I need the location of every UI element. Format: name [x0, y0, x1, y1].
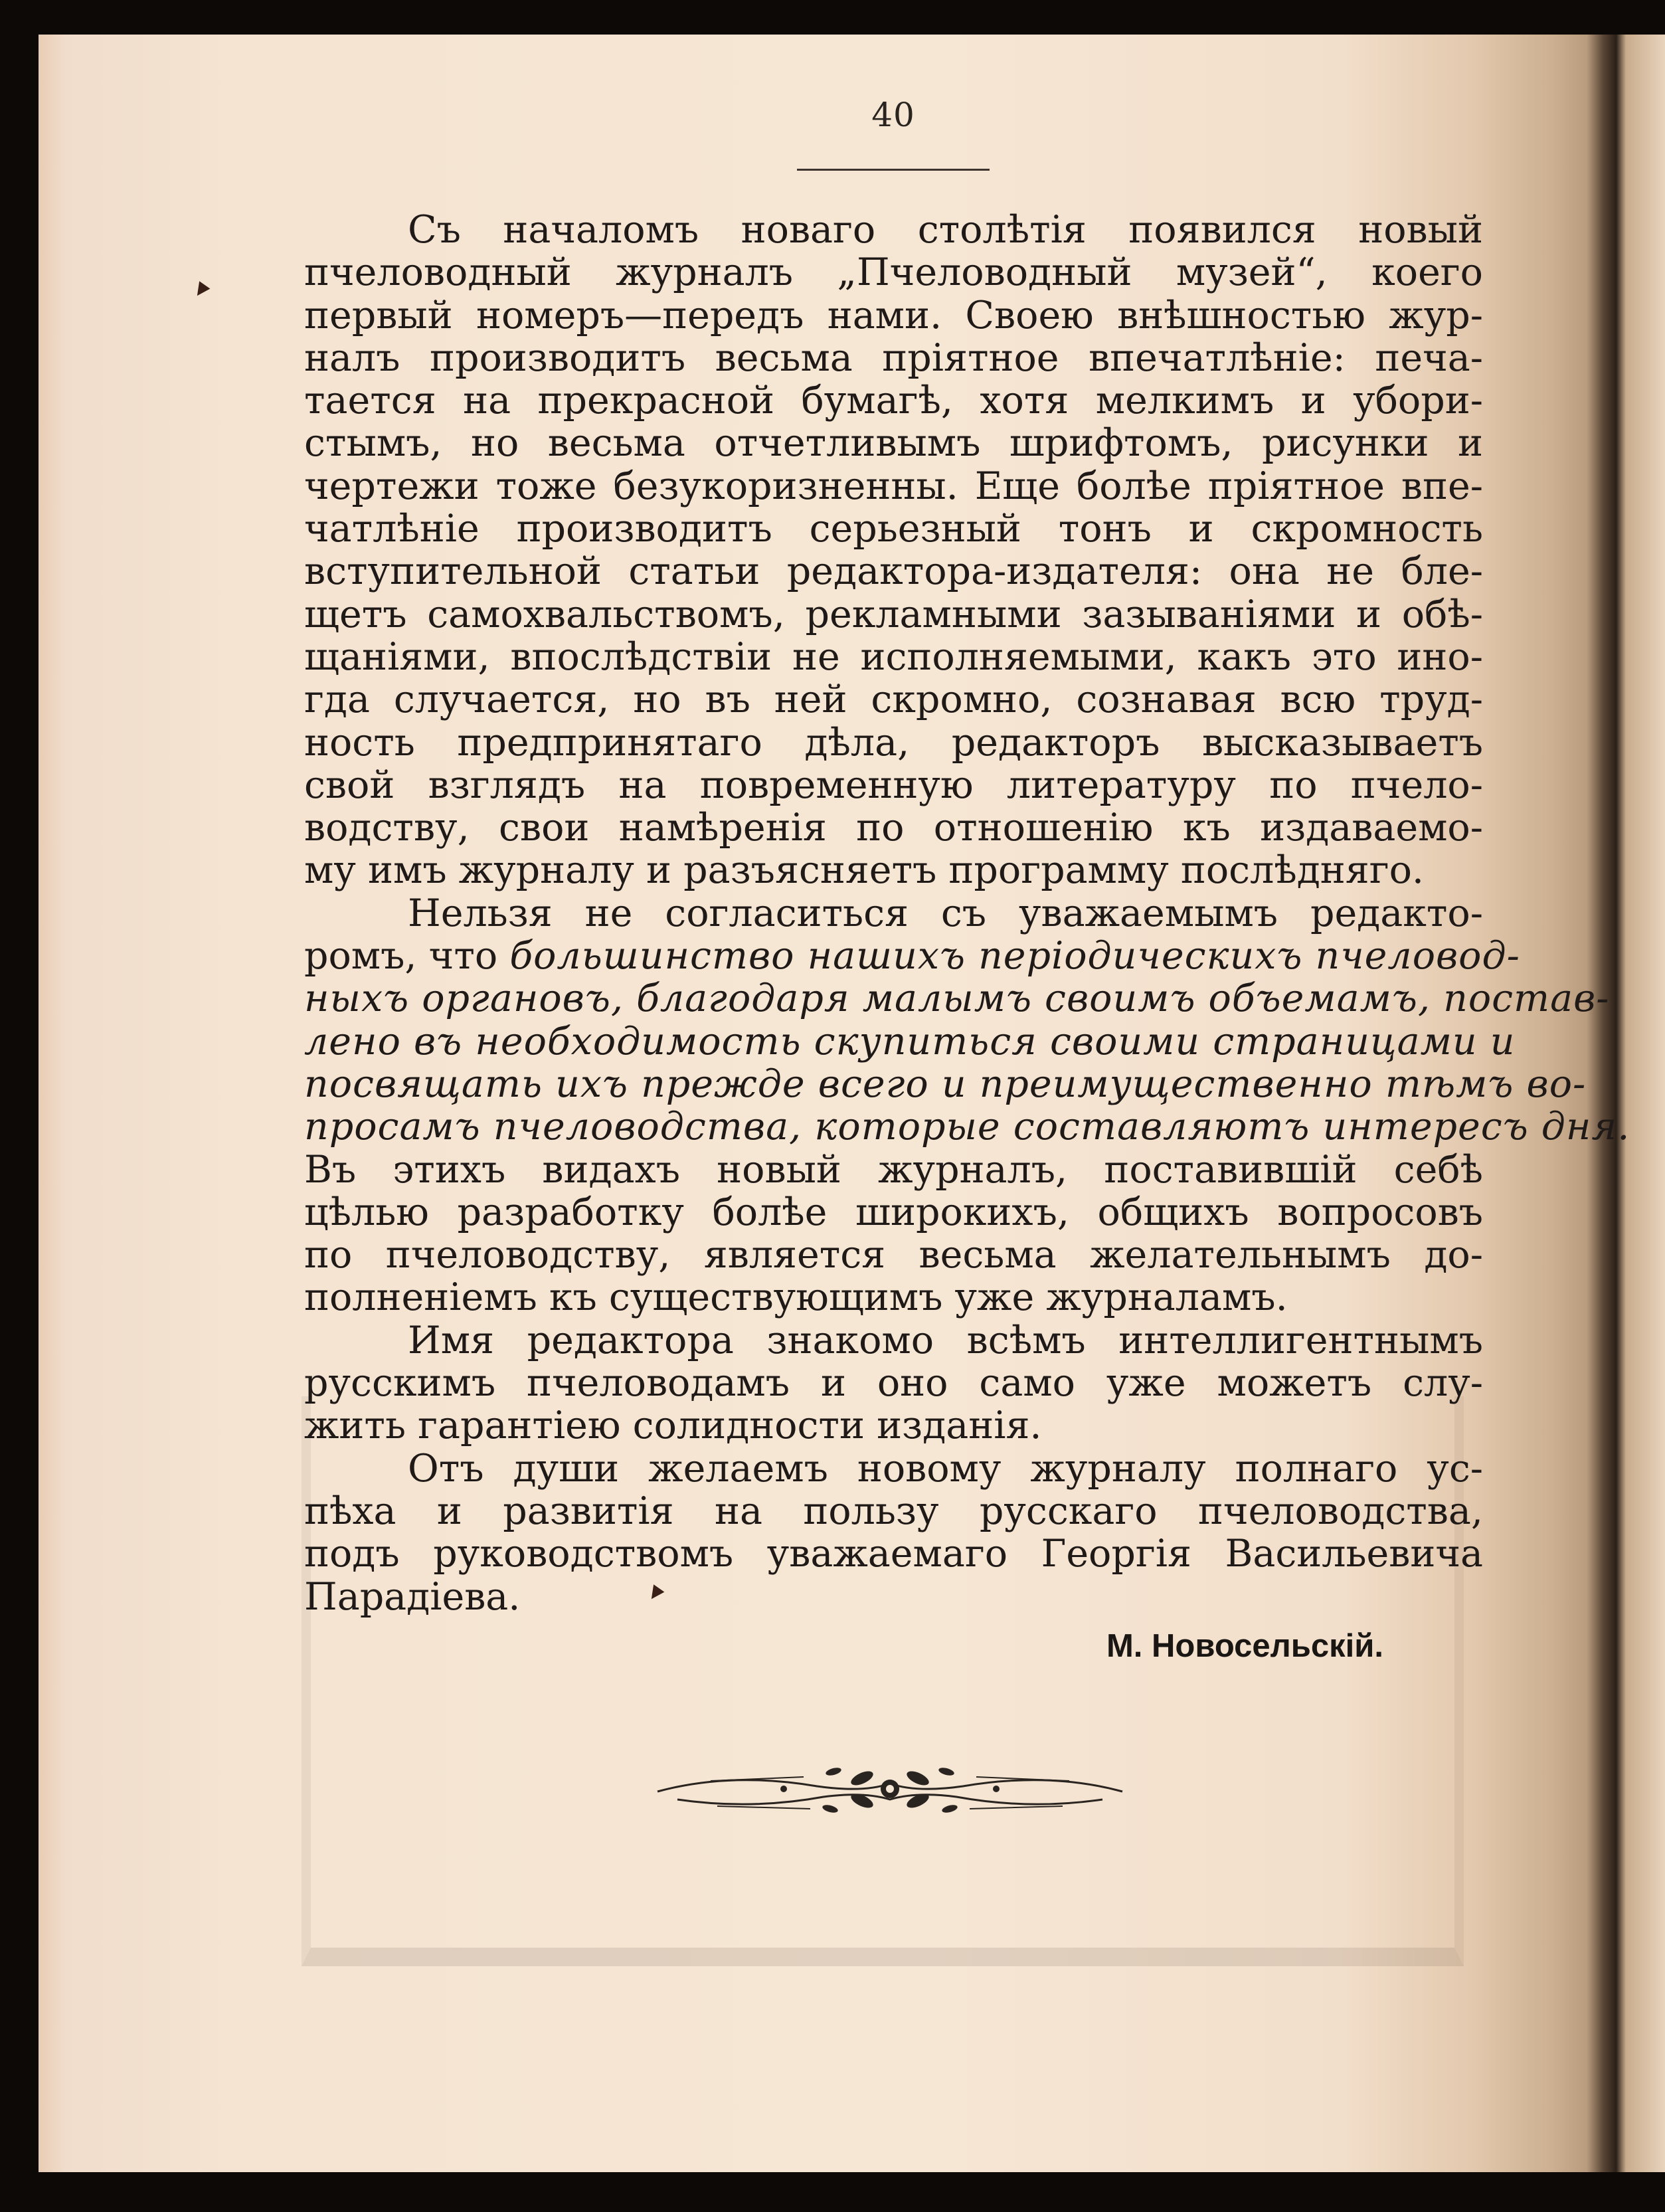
text-span: полненіемъ къ существующимъ уже журналамъ.: [304, 1275, 1288, 1320]
text-span: ромъ, что: [304, 934, 510, 978]
italic-text-span: просамъ пчеловодства, которые составляютъ интересъ дня.: [304, 1105, 1630, 1149]
text-line: вступительной статьи редактора-издателя: она не бле-: [304, 549, 1483, 594]
text-line: Имя редактора знакомо всѣмъ интеллигентнымъ: [408, 1318, 1483, 1362]
text-line: [304, 934, 1520, 978]
text-line: щаніями, впослѣдствіи не исполняемыми, какъ это ино-: [304, 634, 1483, 679]
text-line: [304, 1019, 1516, 1063]
text-line: Отъ души желаемъ новому журналу полнаго ус-: [408, 1446, 1483, 1491]
text-line: Съ началомъ новаго столѣтія появился новый: [408, 208, 1483, 252]
text-line: [304, 1149, 1483, 1191]
text-line: [304, 1234, 1483, 1276]
text-line: [304, 892, 1483, 935]
author-signature: М. Новосельскій.: [1106, 1628, 1383, 1664]
margin-ink-mark: ▾: [187, 272, 217, 306]
floral-vignette-icon: [651, 1745, 1129, 1831]
text-line: гда случается, но въ ней скромно, сознавая всю труд-: [304, 678, 1483, 722]
text-span: по пчеловодству, является весьма желательнымъ до-: [304, 1233, 1483, 1277]
text-line: [304, 1061, 1587, 1106]
article-body: [304, 208, 1630, 1619]
text-line: му имъ журналу и разъясняетъ программу послѣдняго.: [304, 848, 1425, 893]
text-line: первый номеръ—передъ нами. Своею внѣшностью жур-: [304, 293, 1483, 337]
text-span: Въ этихъ видахъ новый журналъ, поставившій себѣ: [304, 1147, 1483, 1192]
paragraph-3: [304, 1319, 1483, 1447]
book-page: [39, 35, 1665, 2172]
italic-text-span: посвящать ихъ прежде всего и преимущественно тѣмъ во-: [304, 1061, 1587, 1106]
text-line: подъ руководствомъ уважаемаго Георгія Васильевича: [304, 1532, 1483, 1576]
text-line: пѣха и развитія на пользу русскаго пчеловодства,: [304, 1489, 1483, 1533]
text-line: водству, свои намѣренія по отношенію къ издаваемо-: [304, 806, 1483, 850]
text-line: жить гарантіею солидности изданія.: [304, 1404, 1042, 1448]
italic-text-span: лено въ необходимость скупиться своими страницами и: [304, 1019, 1516, 1063]
text-line: стымъ, но весьма отчетливымъ шрифтомъ, рисунки и: [304, 421, 1483, 466]
italic-text-span: большинство нашихъ періодическихъ пчеловод-: [509, 934, 1520, 978]
text-line: [304, 1191, 1483, 1234]
ink-mark: ▾: [642, 1576, 671, 1609]
text-line: пчеловодный журналъ „Пчеловодный музей“, коего: [304, 250, 1483, 295]
page-number: 40: [871, 96, 915, 134]
text-line: русскимъ пчеловодамъ и оно само уже можетъ слу-: [304, 1361, 1483, 1406]
text-line: чатлѣніе производитъ серьезный тонъ и скромность: [304, 507, 1483, 551]
text-line: чертежи тоже безукоризненны. Еще болѣе пріятное впе-: [304, 464, 1483, 508]
text-line: [304, 1276, 1483, 1319]
text-line: [304, 1105, 1630, 1149]
text-line: свой взглядъ на повременную литературу по пчело-: [304, 763, 1483, 807]
paragraph-1: [304, 209, 1483, 892]
paragraph-4: [304, 1447, 1483, 1618]
text-span: Нельзя не согласиться съ уважаемымъ редакто-: [408, 891, 1483, 935]
text-line: щетъ самохвальствомъ, рекламными зазываніями и обѣ-: [304, 592, 1483, 636]
paragraph-2: [304, 891, 1630, 1320]
text-line: налъ производитъ весьма пріятное впечатлѣніе: печа-: [304, 335, 1483, 380]
header-rule: [797, 169, 990, 171]
text-line: тается на прекрасной бумагѣ, хотя мелкимъ и убори-: [304, 379, 1483, 423]
text-span: цѣлью разработку болѣе широкихъ, общихъ вопросовъ: [304, 1190, 1483, 1234]
italic-text-span: ныхъ органовъ, благодаря малымъ своимъ объемамъ, постав-: [304, 976, 1610, 1021]
text-line: ность предпринятаго дѣла, редакторъ высказываетъ: [304, 720, 1483, 765]
text-line: [304, 976, 1610, 1021]
text-line: Парадіева.: [304, 1574, 521, 1619]
